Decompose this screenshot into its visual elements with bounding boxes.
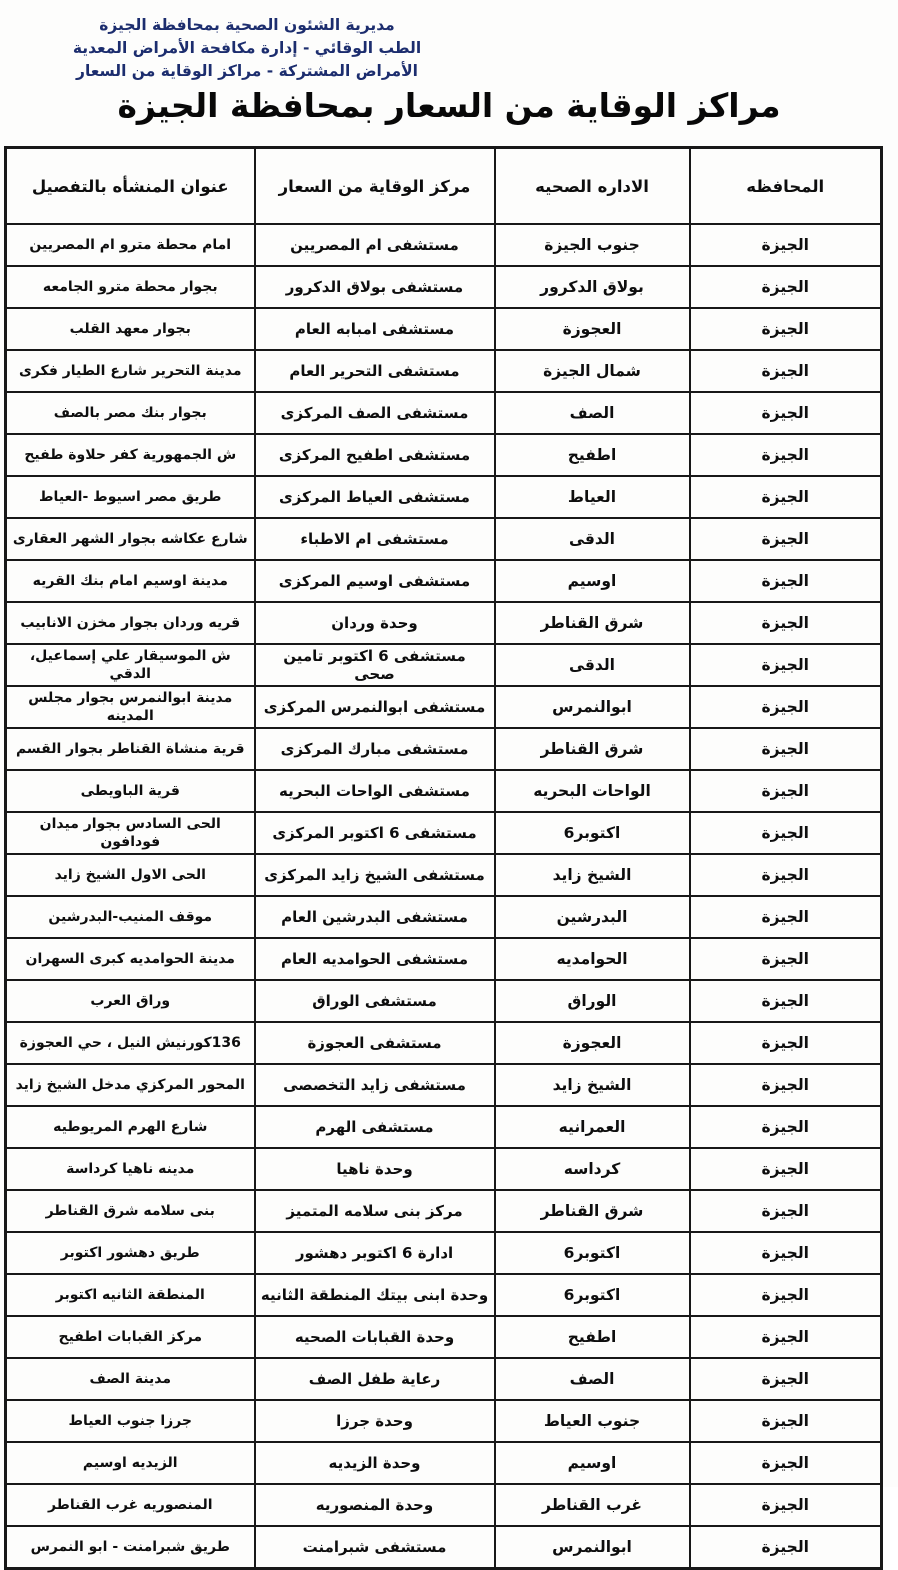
table-row: [6, 770, 882, 812]
table-row: [6, 1022, 882, 1064]
table-row: [6, 224, 882, 266]
letterhead: [12, 14, 482, 83]
col-header-health-admin: الاداره الصحيه: [495, 148, 690, 225]
cell-center: مستشفى ام الاطباء: [255, 518, 495, 560]
table-row: [6, 644, 882, 686]
table-row: [6, 854, 882, 896]
cell-center: مستشفى الهرم: [255, 1106, 495, 1148]
cell-center: مستشفى التحرير العام: [255, 350, 495, 392]
cell-address: 136كورنيش النيل ، حي العجوزة: [6, 1022, 255, 1064]
cell-center: مستشفى امبابه العام: [255, 308, 495, 350]
cell-address: بجوار معهد القلب: [6, 308, 255, 350]
cell-health-admin: جنوب الجيزة: [495, 224, 690, 266]
cell-address: بجوار محطة مترو الجامعه: [6, 266, 255, 308]
cell-health-admin: العياط: [495, 476, 690, 518]
table-row: [6, 686, 882, 728]
cell-address: وراق العرب: [6, 980, 255, 1022]
cell-address: المحور المركزي مدخل الشيخ زايد: [6, 1064, 255, 1106]
cell-address: مركز القبابات اطفيح: [6, 1316, 255, 1358]
cell-center: مستشفى اطفيح المركزى: [255, 434, 495, 476]
cell-health-admin: العجوزة: [495, 1022, 690, 1064]
col-header-address: عنوان المنشأه بالتفصيل: [6, 148, 255, 225]
cell-governorate: الجيزة: [690, 1442, 882, 1484]
cell-governorate: الجيزة: [690, 770, 882, 812]
cell-address: ش الجمهورية كفر حلاوة طفيح: [6, 434, 255, 476]
cell-health-admin: شرق القناطر: [495, 728, 690, 770]
cell-center: مستشفى ام المصريين: [255, 224, 495, 266]
cell-center: ادارة 6 اكتوبر دهشور: [255, 1232, 495, 1274]
cell-governorate: الجيزة: [690, 350, 882, 392]
cell-governorate: الجيزة: [690, 434, 882, 476]
cell-governorate: الجيزة: [690, 266, 882, 308]
cell-health-admin: بولاق الدكرور: [495, 266, 690, 308]
table-row: [6, 602, 882, 644]
cell-address: جرزا جنوب العياط: [6, 1400, 255, 1442]
table-row: [6, 308, 882, 350]
cell-health-admin: اوسيم: [495, 1442, 690, 1484]
cell-governorate: الجيزة: [690, 686, 882, 728]
cell-health-admin: البدرشين: [495, 896, 690, 938]
cell-address: الحى الاول الشيخ زايد: [6, 854, 255, 896]
col-header-center: مركز الوقاية من السعار: [255, 148, 495, 225]
cell-address: شارع الهرم المريوطيه: [6, 1106, 255, 1148]
cell-center: مستشفى البدرشين العام: [255, 896, 495, 938]
cell-address: طريق مصر اسيوط -العياط: [6, 476, 255, 518]
cell-center: مستشفى العجوزة: [255, 1022, 495, 1064]
table-row: [6, 1400, 882, 1442]
cell-address: المنطقة الثانيه اكتوبر: [6, 1274, 255, 1316]
table-row: [6, 1148, 882, 1190]
cell-center: مستشفى زايد التخصصى: [255, 1064, 495, 1106]
cell-address: مدينه ناهيا كرداسة: [6, 1148, 255, 1190]
cell-address: المنصوريه غرب القناطر: [6, 1484, 255, 1526]
cell-center: مستشفى الشيخ زايد المركزى: [255, 854, 495, 896]
cell-address: قرية الباويطى: [6, 770, 255, 812]
letterhead-line3: الأمراض المشتركة - مراكز الوقاية من السعار: [76, 62, 418, 80]
cell-center: رعاية طفل الصف: [255, 1358, 495, 1400]
table-row: [6, 476, 882, 518]
cell-health-admin: شرق القناطر: [495, 1190, 690, 1232]
cell-health-admin: العجوزة: [495, 308, 690, 350]
table-row: [6, 1064, 882, 1106]
cell-center: مركز بنى سلامه المتميز: [255, 1190, 495, 1232]
cell-governorate: الجيزة: [690, 518, 882, 560]
cell-center: مستشفى شبرامنت: [255, 1526, 495, 1569]
cell-health-admin: اكتوبر6: [495, 1232, 690, 1274]
cell-governorate: الجيزة: [690, 1064, 882, 1106]
cell-address: مدينة اوسيم امام بنك القريه: [6, 560, 255, 602]
cell-governorate: الجيزة: [690, 308, 882, 350]
table-row: [6, 980, 882, 1022]
cell-governorate: الجيزة: [690, 938, 882, 980]
cell-center: مستشفى 6 اكتوبر المركزى: [255, 812, 495, 854]
cell-address: الحى السادس بجوار ميدان فودافون: [6, 812, 255, 854]
cell-address: شارع عكاشه بجوار الشهر العقارى: [6, 518, 255, 560]
cell-governorate: الجيزة: [690, 1190, 882, 1232]
cell-governorate: الجيزة: [690, 980, 882, 1022]
cell-health-admin: شرق القناطر: [495, 602, 690, 644]
table-row: [6, 812, 882, 854]
cell-governorate: الجيزة: [690, 1484, 882, 1526]
header-row: [6, 148, 882, 225]
cell-governorate: الجيزة: [690, 896, 882, 938]
cell-governorate: الجيزة: [690, 1400, 882, 1442]
cell-governorate: الجيزة: [690, 560, 882, 602]
cell-health-admin: جنوب العياط: [495, 1400, 690, 1442]
cell-health-admin: ابوالنمرس: [495, 1526, 690, 1569]
cell-governorate: الجيزة: [690, 1316, 882, 1358]
cell-center: مستشفى 6 اكتوبر تامين صحى: [255, 644, 495, 686]
cell-health-admin: اكتوبر6: [495, 1274, 690, 1316]
cell-governorate: الجيزة: [690, 1358, 882, 1400]
table-body: [6, 224, 882, 1569]
cell-governorate: الجيزة: [690, 854, 882, 896]
cell-health-admin: الواحات البحريه: [495, 770, 690, 812]
table-row: [6, 1442, 882, 1484]
cell-address: طريق شبرامنت - ابو النمرس: [6, 1526, 255, 1569]
letterhead-line2: الطب الوقائي - إدارة مكافحة الأمراض المعدية: [72, 39, 422, 57]
cell-governorate: الجيزة: [690, 476, 882, 518]
cell-health-admin: الدقى: [495, 518, 690, 560]
cell-health-admin: كرداسه: [495, 1148, 690, 1190]
cell-address: طريق دهشور اكتوبر: [6, 1232, 255, 1274]
table-row: [6, 896, 882, 938]
cell-center: وحدة وردان: [255, 602, 495, 644]
letterhead-line1: مديرية الشئون الصحية بمحافظة الجيزة: [99, 16, 395, 34]
cell-center: وحدة الزيديه: [255, 1442, 495, 1484]
cell-address: ش الموسيقار علي إسماعيل، الدقي: [6, 644, 255, 686]
cell-governorate: الجيزة: [690, 1526, 882, 1569]
cell-health-admin: اطفيح: [495, 434, 690, 476]
table-row: [6, 1274, 882, 1316]
cell-health-admin: الحوامديه: [495, 938, 690, 980]
table-row: [6, 1190, 882, 1232]
cell-center: مستشفى ابوالنمرس المركزى: [255, 686, 495, 728]
cell-health-admin: العمرانيه: [495, 1106, 690, 1148]
cell-health-admin: الصف: [495, 392, 690, 434]
table-row: [6, 1358, 882, 1400]
cell-address: مدينة الصف: [6, 1358, 255, 1400]
cell-center: مستشفى الصف المركزى: [255, 392, 495, 434]
page-title: مراكز الوقاية من السعار بمحافظة الجيزة: [117, 86, 781, 125]
cell-governorate: الجيزة: [690, 1274, 882, 1316]
table-row: [6, 728, 882, 770]
cell-governorate: الجيزة: [690, 728, 882, 770]
cell-center: وحدة القبابات الصحيه: [255, 1316, 495, 1358]
cell-address: مدينة الحوامديه كبرى السهران: [6, 938, 255, 980]
cell-health-admin: شمال الجيزة: [495, 350, 690, 392]
cell-governorate: الجيزة: [690, 1022, 882, 1064]
cell-governorate: الجيزة: [690, 644, 882, 686]
cell-governorate: الجيزة: [690, 1106, 882, 1148]
cell-health-admin: اوسيم: [495, 560, 690, 602]
table-row: [6, 938, 882, 980]
cell-center: مستشفى مبارك المركزى: [255, 728, 495, 770]
table-row: [6, 1316, 882, 1358]
cell-health-admin: اطفيح: [495, 1316, 690, 1358]
cell-health-admin: الشيخ زايد: [495, 1064, 690, 1106]
cell-center: مستشفى بولاق الدكرور: [255, 266, 495, 308]
cell-center: مستشفى الحوامديه العام: [255, 938, 495, 980]
table-row: [6, 350, 882, 392]
cell-center: وحدة ابنى بيتك المنطقة الثانيه: [255, 1274, 495, 1316]
cell-address: بجوار بنك مصر بالصف: [6, 392, 255, 434]
cell-center: وحدة جرزا: [255, 1400, 495, 1442]
table-row: [6, 1484, 882, 1526]
cell-address: امام محطة مترو ام المصريين: [6, 224, 255, 266]
cell-governorate: الجيزة: [690, 812, 882, 854]
cell-center: مستشفى اوسيم المركزى: [255, 560, 495, 602]
cell-governorate: الجيزة: [690, 224, 882, 266]
cell-health-admin: الوراق: [495, 980, 690, 1022]
cell-address: موقف المنيب-البدرشين: [6, 896, 255, 938]
table-row: [6, 1232, 882, 1274]
cell-health-admin: الشيخ زايد: [495, 854, 690, 896]
table-row: [6, 266, 882, 308]
cell-health-admin: ابوالنمرس: [495, 686, 690, 728]
cell-health-admin: الدقى: [495, 644, 690, 686]
cell-center: مستشفى الوراق: [255, 980, 495, 1022]
table-row: [6, 518, 882, 560]
cell-governorate: الجيزة: [690, 602, 882, 644]
cell-governorate: الجيزة: [690, 1232, 882, 1274]
cell-address: بنى سلامه شرق القناطر: [6, 1190, 255, 1232]
cell-address: مدينة ابوالنمرس بجوار مجلس المدينه: [6, 686, 255, 728]
centers-table: [4, 146, 883, 1570]
table-row: [6, 560, 882, 602]
cell-center: وحدة ناهيا: [255, 1148, 495, 1190]
cell-address: قريه وردان بجوار مخزن الانابيب: [6, 602, 255, 644]
cell-address: الزيديه اوسيم: [6, 1442, 255, 1484]
table-row: [6, 434, 882, 476]
cell-governorate: الجيزة: [690, 1148, 882, 1190]
table-row: [6, 1526, 882, 1569]
table-row: [6, 392, 882, 434]
col-header-governorate: المحافظه: [690, 148, 882, 225]
cell-health-admin: اكتوبر6: [495, 812, 690, 854]
cell-health-admin: غرب القناطر: [495, 1484, 690, 1526]
cell-health-admin: الصف: [495, 1358, 690, 1400]
cell-center: مستشفى الواحات البحريه: [255, 770, 495, 812]
cell-center: وحدة المنصوريه: [255, 1484, 495, 1526]
cell-governorate: الجيزة: [690, 392, 882, 434]
cell-center: مستشفى العياط المركزى: [255, 476, 495, 518]
table-row: [6, 1106, 882, 1148]
cell-address: قرية منشاة القناطر بجوار القسم: [6, 728, 255, 770]
cell-address: مدينة التحرير شارع الطيار فكرى: [6, 350, 255, 392]
